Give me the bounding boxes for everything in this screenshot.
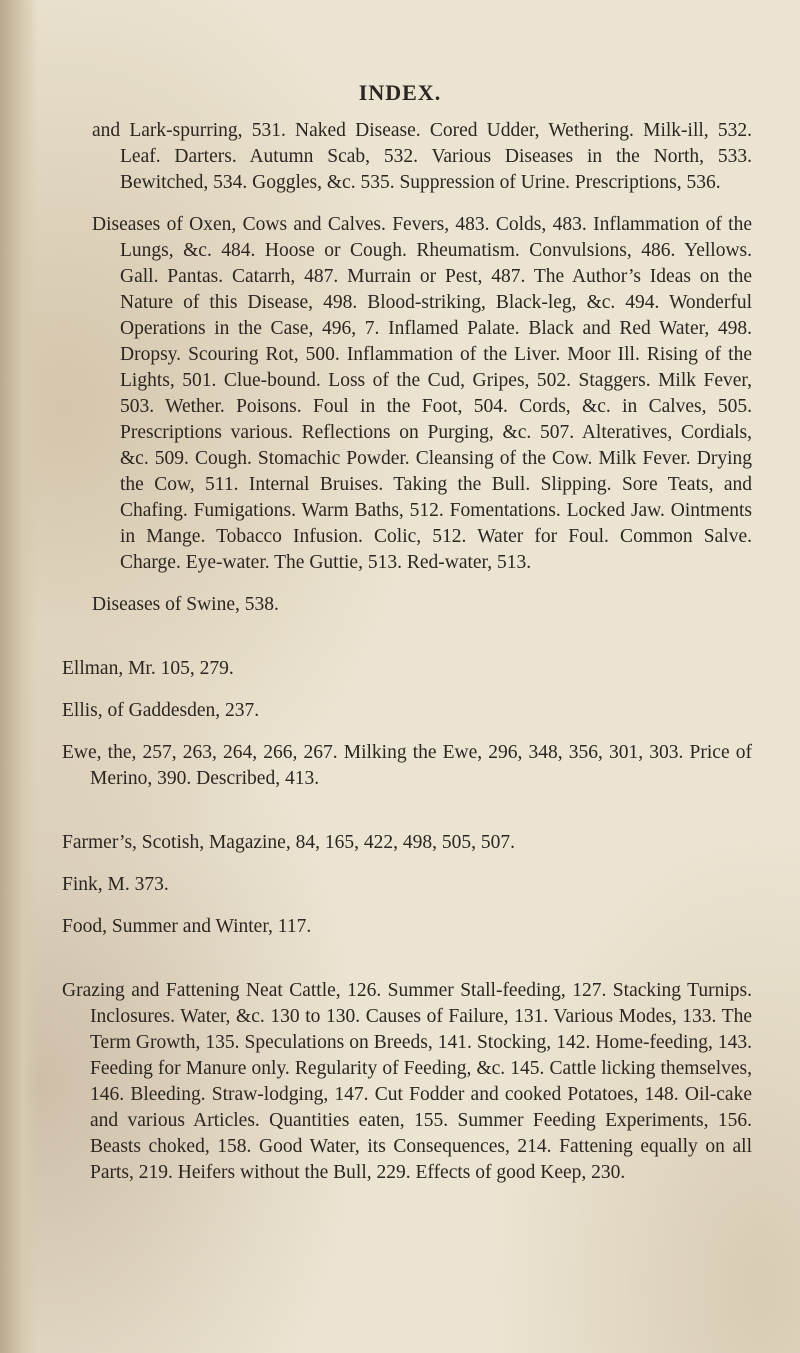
page-edge-shadow — [0, 0, 38, 1353]
index-entry-swine-diseases: Diseases of Swine, 538. — [92, 594, 279, 615]
index-entry-fink: Fink, M. 373. — [62, 874, 169, 895]
index-entry-food: Food, Summer and Winter, 117. — [62, 916, 312, 937]
page-title: INDEX. — [358, 80, 442, 105]
index-entry-ellis: Ellis, of Gaddesden, 237. — [62, 700, 260, 721]
index-entry-oxen-diseases: Diseases of Oxen, Cows and Calves. Fevers, 483. Colds, 483. Inflammation of the Lungs, &c. 484. Hoose or Cough. Rheumatism. Convulsions, 486. Yellows. Gall. Pantas. Catarrh, 487. Murrain or Pest, 487. The Author’s Ideas on the Nature of this Disease, 498. Blood-striking, Black-leg, &c. 494. Wonderful Operations in the Case, 496, 7. Inflamed Palate. Black and Red Water, 498. Dropsy. Scouring Rot, 500. Inflammation of the Liver. Moor Ill. Rising of the Lights, 501. Clue-bound. Loss of the Cud, Gripes, 502. Staggers. Milk Fever, 503. Wether. Poisons. Foul in the Foot, 504. Cords, &c. in Calves, 505. Prescriptions various. Reflections on Purging, &c. 507. Alteratives, Cordials, &c. 509. Cough. Stomachic Powder. Cleansing of the Cow. Milk Fever. Drying the Cow, 511. Internal Bruises. Taking the Bull. Slipping. Sore Teats, and Chafing. Fumigations. Warm Baths, 512. Fomentations. Locked Jaw. Ointments in Mange. Tobacco Infusion. Colic, 512. Water for Foul. Common Salve. Charge. Eye-water. The Guttie, 513. Red-water, 513. — [92, 214, 752, 573]
index-entry-grazing: Grazing and Fattening Neat Cattle, 126. Summer Stall-feeding, 127. Stacking Turnips. Inclosures. Water, &c. 130 to 130. Causes of Failure, 131. Various Modes, 133. The Term Growth, 135. Speculations on Breeds, 141. Stocking, 142. Home-feeding, 143. Feeding for Manure only. Regularity of Feeding, &c. 145. Cattle licking themselves, 146. Bleeding. Straw-lodging, 147. Cut Fodder and cooked Potatoes, 148. Oil-cake and various Articles. Quantities eaten, 155. Summer Feeding Experiments, 156. Beasts choked, 158. Good Water, its Consequences, 214. Fattening equally on all Parts, 219. Heifers without the Bull, 229. Effects of good Keep, 230. — [62, 980, 752, 1183]
index-entry-ellman: Ellman, Mr. 105, 279. — [62, 658, 234, 679]
index-entry-continuation: and Lark-spurring, 531. Naked Disease. Cored Udder, Wethering. Milk-ill, 532. Leaf. Darters. Autumn Scab, 532. Various Diseases in the North, 533. Bewitched, 534. Goggles, &c. 535. Suppression of Urine. Prescriptions, 536. — [92, 120, 752, 193]
index-entry-farmers-magazine: Farmer’s, Scotish, Magazine, 84, 165, 422, 498, 505, 507. — [62, 832, 515, 853]
index-body — [62, 118, 752, 1202]
index-entry-ewe: Ewe, the, 257, 263, 264, 266, 267. Milking the Ewe, 296, 348, 356, 301, 303. Price of Merino, 390. Described, 413. — [62, 742, 752, 789]
